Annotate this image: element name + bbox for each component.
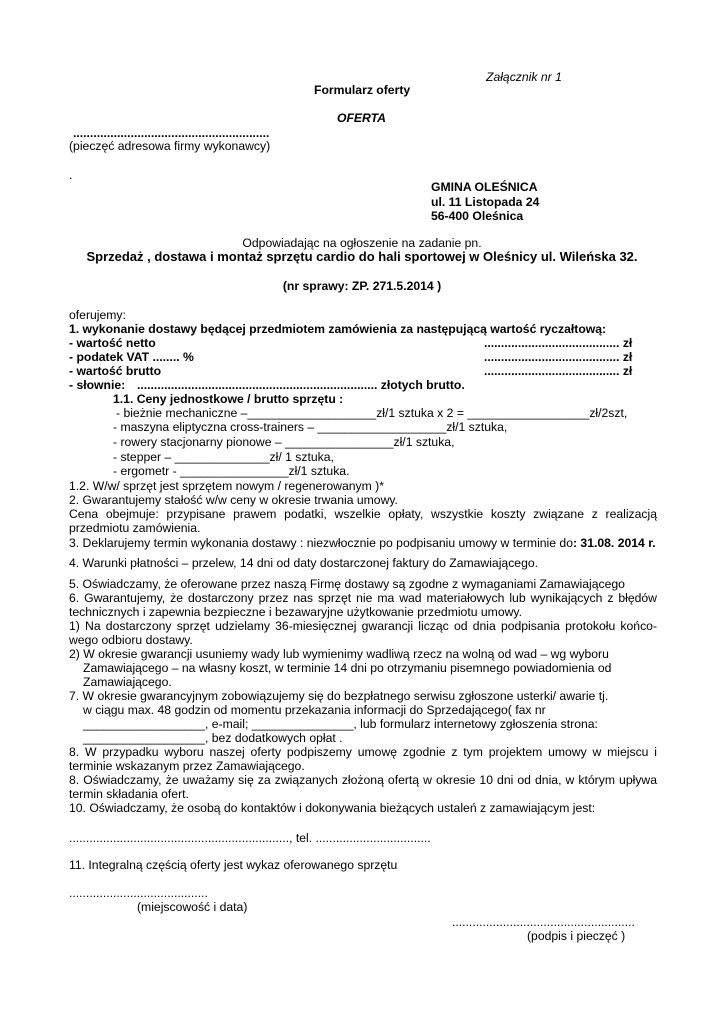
unit-prices-title: 1.1. Ceny jednostkowe / brutto sprzętu :: [113, 392, 344, 406]
point-11: 11. Integralną częścią oferty jest wykaz oferowanego sprzętu: [69, 858, 398, 872]
stamp-label: (pieczęć adresowa firmy wykonawcy): [69, 139, 271, 153]
point-3-date: : 31.08. 2014 r.: [572, 536, 656, 550]
warranty-2b: Zamawiającego – na własny koszt, w terminie 14 dni po otrzymaniu pisemnego powiadomienia od: [83, 661, 612, 675]
warranty-2c: Zamawiającego.: [83, 675, 172, 689]
place-date-label: (miejscowość i data): [137, 900, 248, 914]
point-8a: 8. W przypadku wyboru naszej oferty podpiszemy umowę zgodnie z tym projektem umowy w miejscu i terminie wskazanym przez Zamawiającego.: [69, 745, 657, 773]
words-value: ....................................................................... złotych brutto.: [137, 378, 465, 392]
point-4: 4. Warunki płatności – przelew, 14 dni od daty dostarczonej faktury do Zamawiającego.: [69, 556, 539, 570]
item-bike: - rowery stacjonarny pionowe – ________________zł/1 sztuka,: [113, 435, 455, 449]
point-3: [69, 536, 656, 550]
gross-label: - wartość brutto: [69, 364, 162, 378]
stray-dot: .: [69, 168, 73, 182]
gross-value: ........................................ zł: [484, 364, 633, 378]
net-label: - wartość netto: [69, 336, 156, 350]
net-value: ........................................ zł: [484, 336, 633, 350]
point-7b: w ciągu max. 48 godzin od momentu przekazania informacji do Sprzedającego( fax nr: [83, 703, 546, 717]
case-number: (nr sprawy: ZP. 271.5.2014 ): [282, 279, 442, 293]
point-6: 6. Gwarantujemy, że dostarczony przez nas sprzęt nie ma wad materiałowych lub wynikających z błędów technicznych i zapewnia bezpieczne i bezawaryjne użytkowanie przedmiotu umowy.: [69, 591, 657, 619]
words-label: - słownie:: [69, 378, 126, 392]
point-1-2: 1.2. W/w/ sprzęt jest sprzętem nowym / regenerowanym )*: [69, 479, 384, 493]
contact-line: ................................................................., tel. ..................................: [69, 831, 431, 845]
warranty-2a: 2) W okresie gwarancji usuniemy wady lub wymienimy wadliwą rzecz na wolną od wad – wg wyboru: [69, 647, 609, 661]
price-includes: Cena obejmuje: przypisane prawem podatki, wszelkie opłaty, wszystkie koszty związane z realizacją przedmiotu zamówienia.: [69, 507, 657, 535]
item-treadmill: - bieżnie mechaniczne –___________________zł/1 sztuka x 2 = __________________zł/2szt,: [116, 406, 628, 420]
annex-label: Załącznik nr 1: [486, 70, 562, 84]
recipient-street: ul. 11 Listopada 24: [431, 195, 540, 209]
vat-value: ........................................ zł: [484, 350, 633, 364]
offer-point-1: 1. wykonanie dostawy będącej przedmiotem zamówienia za następującą wartość ryczałtową:: [69, 322, 607, 336]
intro-line: Odpowiadając na ogłoszenie na zadanie pn.: [242, 236, 482, 250]
item-cross-trainer: - maszyna eliptyczna cross-trainers – ___________________zł/1 sztuka,: [113, 420, 508, 434]
recipient-name: GMINA OLEŚNICA: [431, 180, 538, 194]
point-8b: 8. Oświadczamy, że uważamy się za związanych złożoną ofertą w okresie 10 dni od dnia, w którym upływa termin składania ofert.: [69, 773, 657, 801]
recipient-city: 56-400 Oleśnica: [431, 209, 524, 223]
point-2: 2. Gwarantujemy stałość w/w ceny w okresie trwania umowy.: [69, 493, 398, 507]
point-7d: __________________, bez dodatkowych opłat .: [83, 731, 343, 745]
signature-dots: ......................................................: [452, 915, 635, 929]
item-stepper: - stepper – ______________zł/ 1 sztuka,: [113, 450, 334, 464]
offer-title: OFERTA: [337, 111, 386, 125]
vat-label: - podatek VAT ........ %: [69, 350, 194, 364]
warranty-1: 1) Na dostarczony sprzęt udzielamy 36-miesięcznej gwarancji licząc od dnia podpisania protokołu końco-wego odbioru dostawy.: [69, 619, 657, 647]
form-title: Formularz oferty: [314, 83, 411, 97]
point-10: 10. Oświadczamy, że osobą do kontaktów i dokonywania bieżących ustaleń z zamawiającym jest:: [69, 801, 596, 815]
point-7a: 7. W okresie gwarancyjnym zobowiązujemy się do bezpłatnego serwisu zgłoszone usterki/ awarie tj.: [69, 689, 609, 703]
point-7c: __________________, e-mail; _______________, lub formularz internetowy zgłoszenia strona:: [83, 717, 598, 731]
stamp-dots: ..........................................................: [73, 126, 270, 140]
we-offer: oferujemy:: [69, 308, 126, 322]
point-3-text: 3. Deklarujemy termin wykonania dostawy : niezwłocznie po podpisaniu umowy w terminie do: [69, 536, 573, 550]
task-title: Sprzedaż , dostawa i montaż sprzętu cardio do hali sportowej w Oleśnicy ul. Wileńska 32.: [86, 249, 638, 264]
item-ergometer: - ergometr - ________________zł/1 sztuka.: [113, 464, 350, 478]
signature-label: (podpis i pieczęć ): [527, 929, 626, 943]
point-5: 5. Oświadczamy, że oferowane przez naszą Firmę dostawy są zgodne z wymaganiami Zamawiającego: [69, 577, 625, 591]
place-date-dots: .........................................: [69, 886, 208, 900]
